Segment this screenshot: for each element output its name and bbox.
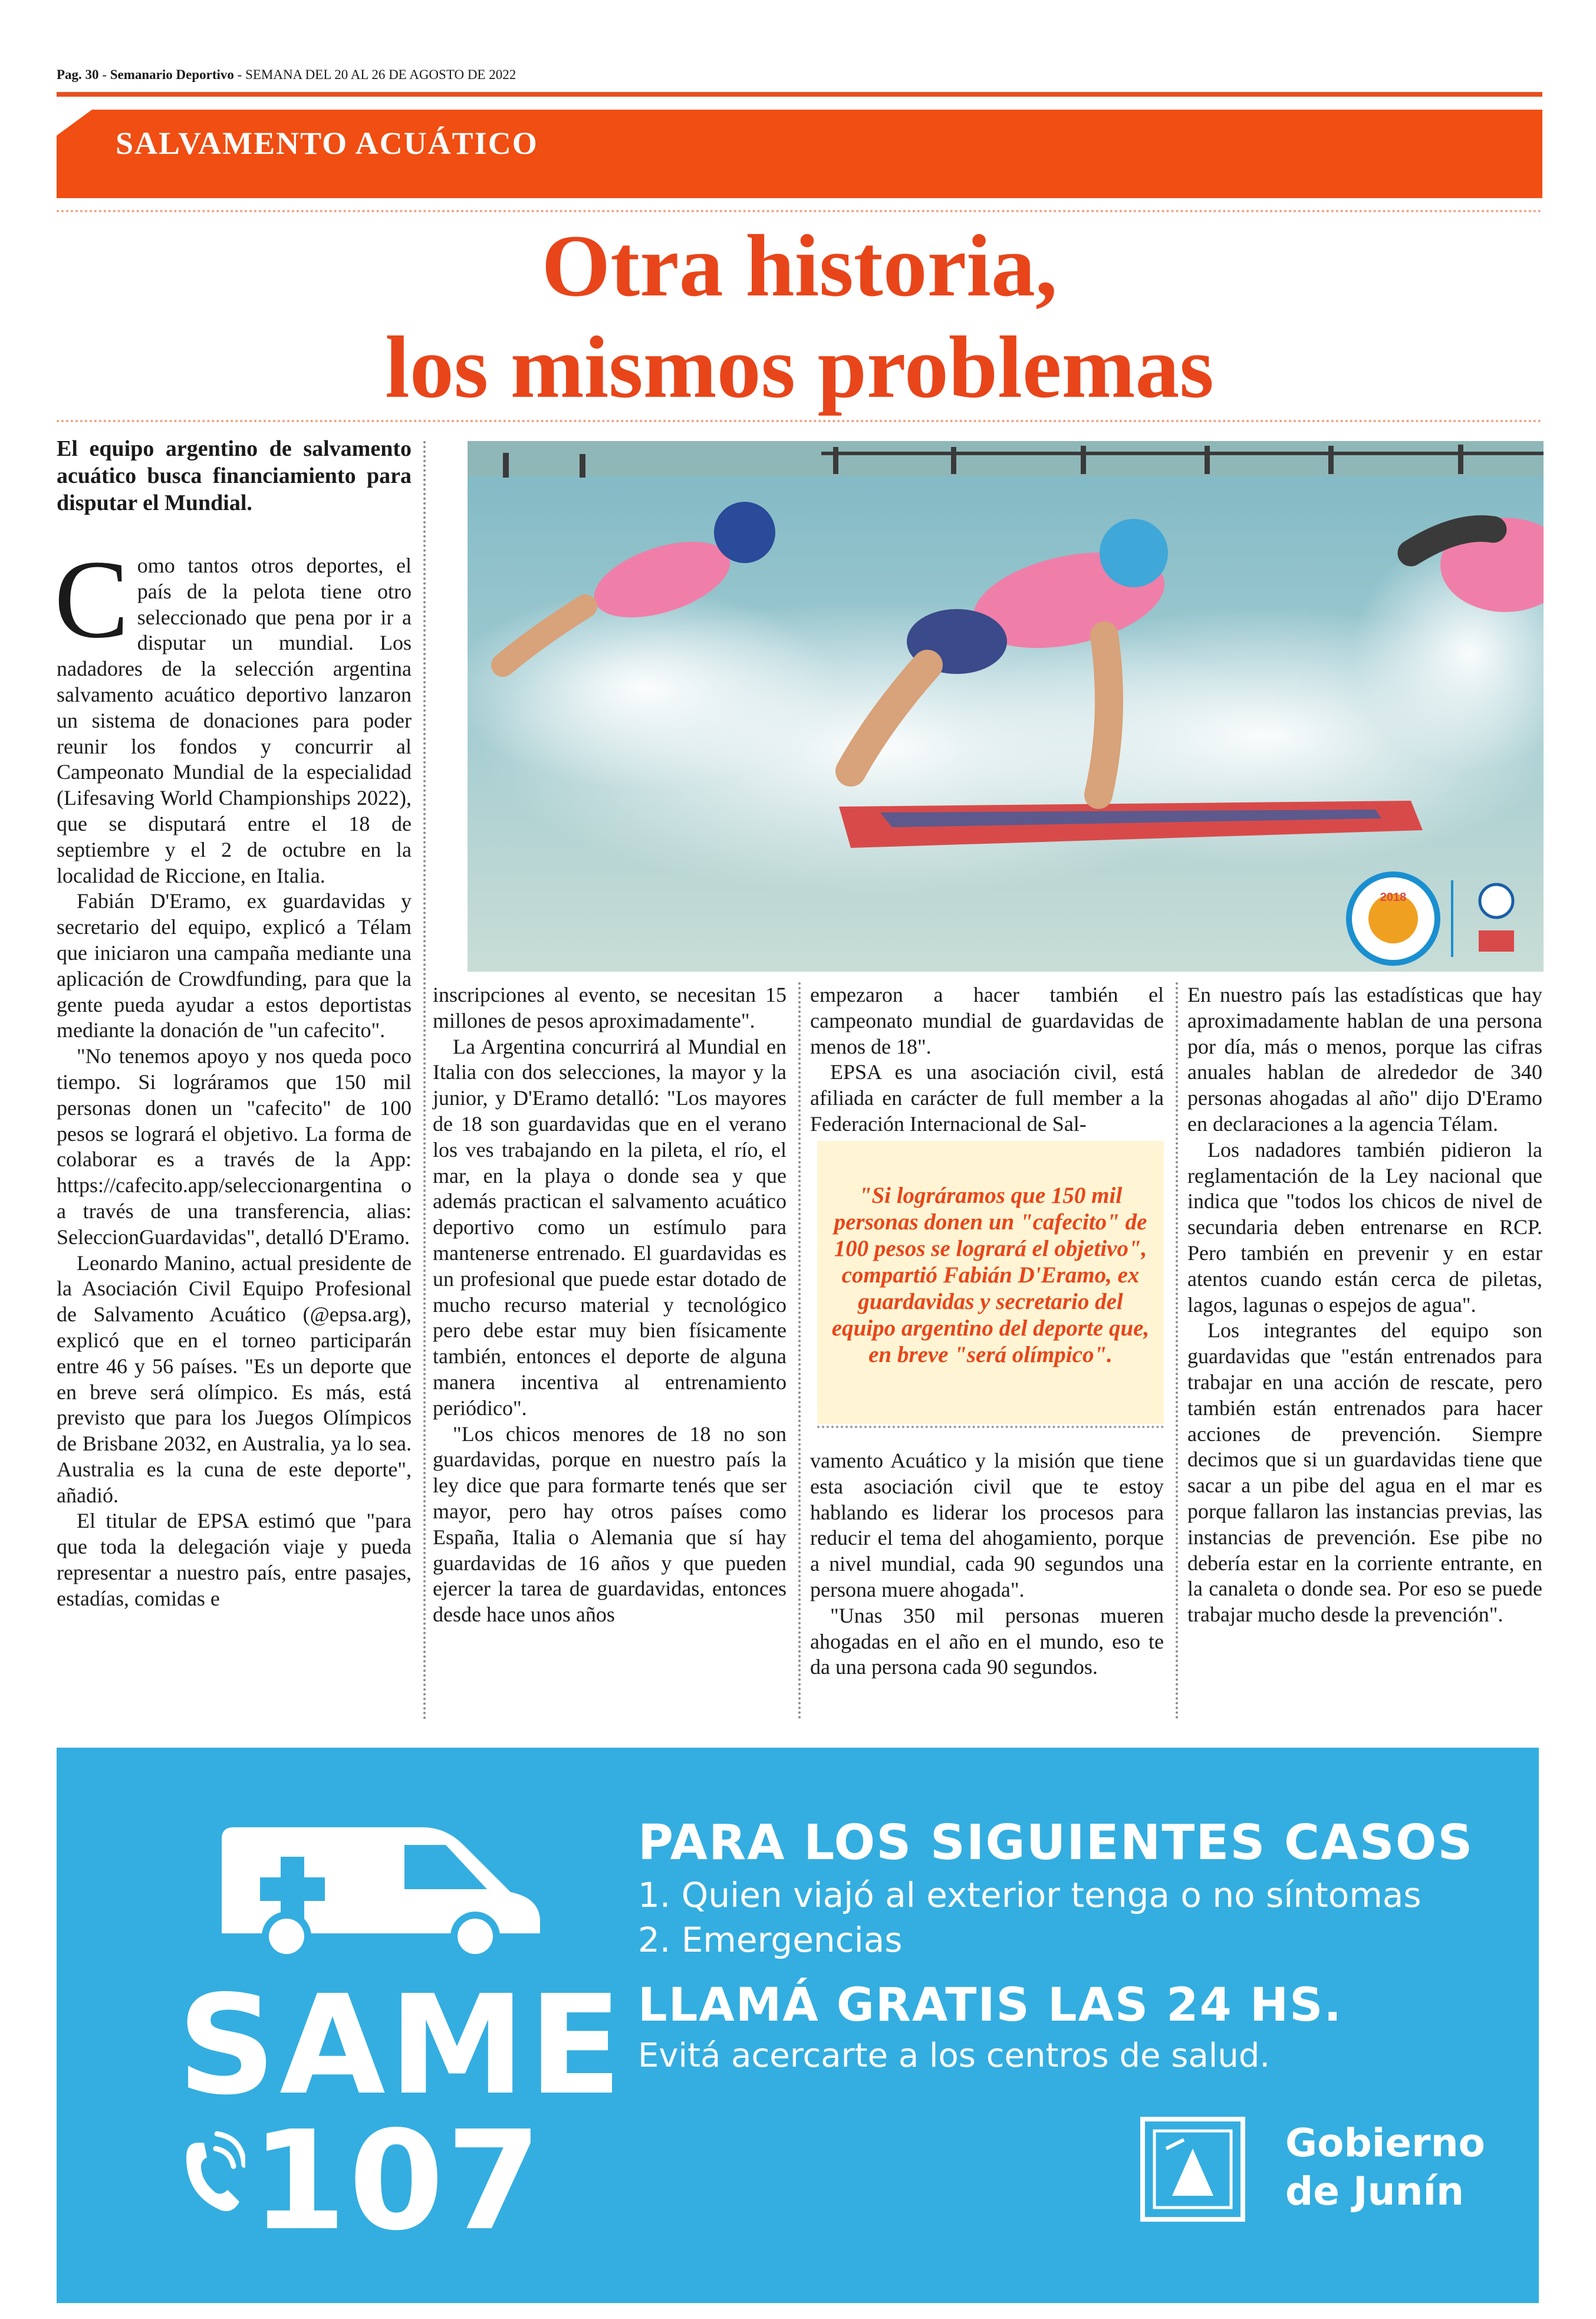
article-paragraph: Los integrantes del equipo son guardavidas que "están entrenados para trabajar en una acción de rescate, pero también están entrenados para hacer acciones de prevención. Siempre decimos que si un guardavidas tiene que sacar a un pibe del agua en el mar es porque fallaron las instancias previas, las instancias de prevención. Ese pibe no debería estar en la corriente entrante, en la canaleta o donde sea. Por eso se puede trabajar mucho desde la prevención". xyxy=(1187,1318,1542,1627)
junin-crest-icon xyxy=(1137,2113,1249,2225)
article-column-3-continued xyxy=(810,1448,1164,1680)
article-paragraph: vamento Acuático y la misión que tiene esta asociación civil que te estoy hablando es liderar los procesos para reducir el tema del ahogamiento, porque a nivel mundial, cada 90 segundos una persona muere ahogada". xyxy=(810,1449,1164,1601)
article-paragraph: La Argentina concurrirá al Mundial en Italia con dos selecciones, la mayor y la junior, y D'Eramo detalló: "Los mayores de 18 son guardavidas que en el verano los ves trabajando en la pileta, el río, el mar, en la playa o donde sea y que además practican el salvamento acuático deportivo como un estímulo para mantenerse entrenado. El guardavidas es un profesional que puede estar dotado de mucho recurso material y tecnológico pero debe estar muy bien físicamente también, entonces el deporte de alguna manera incentiva al entrenamiento periódico". xyxy=(433,1034,787,1420)
article-column-2 xyxy=(433,982,787,1628)
article-paragraph: "Unas 350 mil personas mueren ahogadas en el año en el mundo, eso te da una persona cada 90 segundos. xyxy=(810,1603,1164,1679)
section-title: SALVAMENTO ACUÁTICO xyxy=(116,126,538,161)
section-notch xyxy=(57,110,92,136)
ad-item-1: 1. Quien viajó al exterior tenga o no síntomas xyxy=(638,1875,1421,1915)
junin-government-logo xyxy=(1285,2119,1485,2216)
article-paragraph: Fabián D'Eramo, ex guardavidas y secretario del equipo, explicó a Télam que iniciaron una campaña mediante una aplicación de Crowdfunding, para que la gente pueda ayudar a estos deportistas mediante la donación de "un cafecito". xyxy=(57,889,412,1042)
article-paragraph: inscripciones al evento, se necesitan 15 millones de pesos aproximadamente". xyxy=(433,983,787,1032)
publication-name: Semanario Deportivo xyxy=(110,67,234,82)
article-lead: El equipo argentino de salvamento acuático busca financiamiento para disputar el Mundial. xyxy=(57,436,412,515)
pullquote-bottom-rule xyxy=(817,1426,1164,1428)
article-paragraph: "No tenemos apoyo y nos queda poco tiempo. Si lográramos que 150 mil personas donen un "cafecito" de 100 pesos se logrará el objetivo. La forma de colaborar es a través de la App: https://cafecito.app/seleccionargentina o a través de una transferencia, alias: SeleccionGuardavidas", detalló D'Eramo. xyxy=(57,1044,412,1249)
logo-year: 2018 xyxy=(1380,891,1407,904)
folio-separator: - xyxy=(98,67,110,82)
pullquote-text: "Si lográramos que 150 mil personas donen un "cafecito" de 100 pesos se logrará el objetivo", compartió Fabián D'Eramo, ex guardavidas y secretario del equipo argentino del deporte que, en breve "será olímpico". xyxy=(831,1183,1150,1367)
article-paragraph xyxy=(54,538,412,889)
headline-top-rule xyxy=(57,210,1542,212)
ad-phone-number: 107 xyxy=(251,2101,544,2261)
folio-separator: - xyxy=(233,67,246,82)
ad-advice-text: Evitá acercarte a los centros de salud. xyxy=(638,2037,1271,2075)
page-folio xyxy=(57,66,1542,84)
ad-item-2: 2. Emergencias xyxy=(638,1920,903,1960)
article-column-3 xyxy=(810,982,1164,1137)
phone-icon xyxy=(175,2131,245,2219)
article-paragraph: Leonardo Manino, actual presidente de la Asociación Civil Equipo Profesional de Salvamento Acuático (@epsa.arg), explicó que en el torneo participarán entre 46 y 56 países. "Es un deporte que en breve será olímpico. Es más, está previsto que para los Juegos Olímpicos de Brisbane 2032, en Australia, ya lo sea. Australia es la cuna de este deporte", añadió. xyxy=(57,1251,412,1507)
headline-line-1: Otra historia, xyxy=(541,217,1058,315)
headline xyxy=(57,215,1542,418)
gov-line-1: Gobierno xyxy=(1285,2120,1486,2166)
article-paragraph: "Los chicos menores de 18 no son guardavidas, porque en nuestro país la ley dice que para formarte tenés que ser mayor, pero hay otros países como España, Italia o Alemania que sí hay guardavidas de 16 años y que pueden ejercer la tarea de guardavidas, entonces desde hace unos años xyxy=(433,1422,787,1627)
article-paragraph: En nuestro país las estadísticas que hay aproximadamente hablan de una persona por día, más o menos, porque las cifras anuales hablan de alrededor de 340 personas ahogadas al año" dijo D'Eramo en declaraciones a la agencia Télam. xyxy=(1187,983,1542,1136)
issue-week: SEMANA DEL 20 AL 26 DE AGOSTO DE 2022 xyxy=(245,67,516,82)
column-separator xyxy=(1176,982,1178,1719)
ad-brand: SAME xyxy=(177,1966,626,2125)
gov-line-2: de Junín xyxy=(1285,2169,1465,2214)
article-paragraph: El titular de EPSA estimó que "para que toda la delegación viaje y pueda representar a nuestro país, entre pasajes, estadías, comidas e xyxy=(57,1509,412,1610)
ad-heading: PARA LOS SIGUIENTES CASOS xyxy=(638,1815,1474,1871)
same-107-advertisement xyxy=(57,1748,1539,2303)
paragraph-text: omo tantos otros deportes, el país de la pelota tiene otro seleccionado que pena por ir a disputar un mundial. Los nadadores de la selección argentina salvamento acuático deportivo lanzaron un sistema de donaciones para poder reunir los fondos y concurrir al Campeonato Mundial de la especialidad (Lifesaving World Championships 2022), que se disputará entre el 18 de septiembre y el 2 de octubre en la localidad de Riccione, en Italia. xyxy=(57,554,412,887)
article-paragraph: empezaron a hacer también el campeonato mundial de guardavidas de menos de 18". xyxy=(810,983,1164,1058)
column-separator xyxy=(423,441,426,1721)
headline-bottom-rule xyxy=(57,420,1542,422)
headline-line-2: los mismos problemas xyxy=(385,318,1214,416)
article-paragraph: Los nadadores también pidieron la reglamentación de la Ley nacional que indica que "todos los chicos de nivel de secundaria deben entrenarse en RCP. Pero también en prevenir y en estar atentos cuando están cerca de piletas, lagos, lagunas o espejos de agua". xyxy=(1187,1137,1542,1317)
folio-rule xyxy=(57,92,1542,97)
lifeguard-race-photo xyxy=(468,441,1544,972)
ad-call-text: LLAMÁ GRATIS LAS 24 HS. xyxy=(638,1979,1343,2032)
drop-cap: C xyxy=(54,538,129,662)
article-paragraph: EPSA es una asociación civil, está afiliada en carácter de full member a la Federación Internacional de Sal- xyxy=(810,1060,1164,1136)
article-photo xyxy=(468,441,1544,972)
article-column-1 xyxy=(54,435,412,1612)
article-column-4 xyxy=(1187,982,1542,1628)
ambulance-icon xyxy=(210,1815,564,1963)
column-separator xyxy=(798,982,801,1719)
page-number: Pag. 30 xyxy=(57,67,99,82)
